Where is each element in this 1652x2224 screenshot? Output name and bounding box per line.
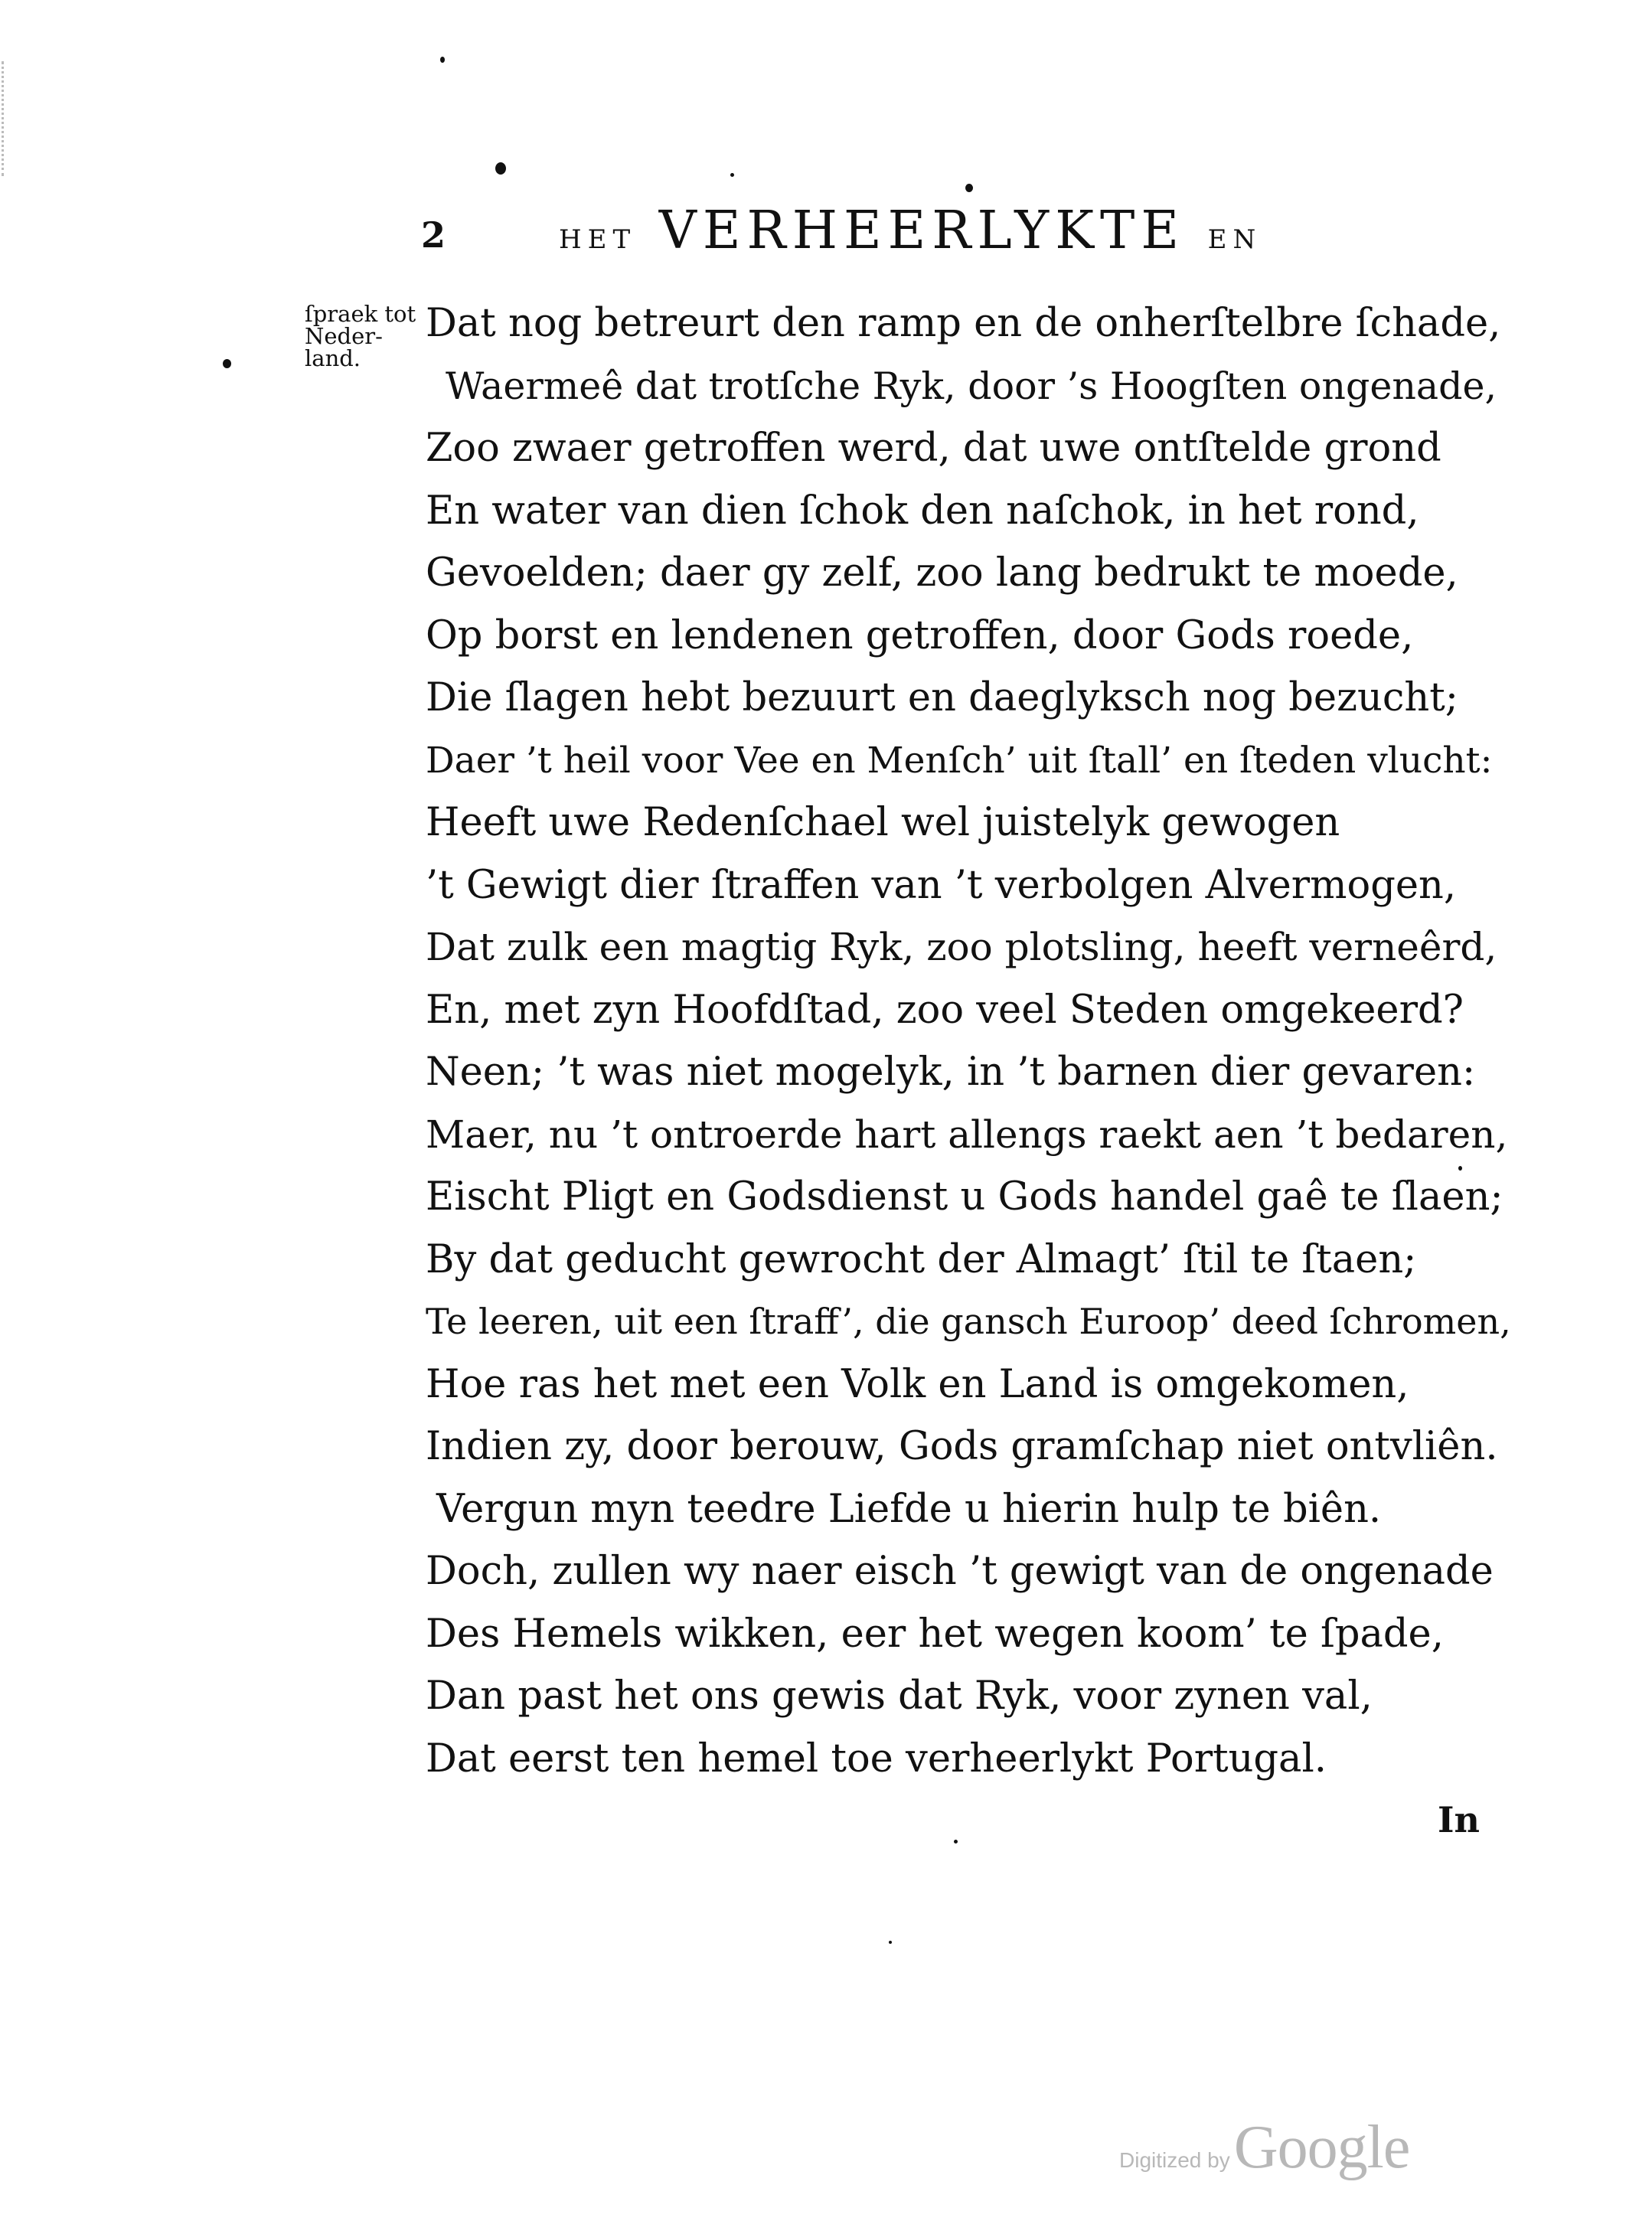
verse-line: Eischt Pligt en Godsdienst u Gods handel gaê te ſlaen; (426, 1174, 1503, 1220)
verse-line: Waermeê dat trotſche Ryk, door ’s Hoogſten ongenade, (446, 364, 1497, 408)
digitized-watermark (1119, 2113, 1409, 2183)
watermark-prefix: Digitized by (1119, 2148, 1230, 2172)
verse-block (426, 292, 1513, 1790)
google-logo: Google (1233, 2114, 1410, 2181)
verse-line: Daer ’t heil voor Vee en Menſch’ uit ſtall’ en ſteden vlucht: (426, 739, 1493, 782)
verse-line: Heeft uwe Redenſchael wel juistelyk gewogen (426, 800, 1340, 845)
margin-note-line: Neder- (305, 323, 383, 349)
verse-line: Indien zy, door berouw, Gods gramſchap niet ontvliên. (426, 1424, 1498, 1469)
page-edge-mark (2, 61, 7, 176)
running-title-main: VERHEERLYKTE (658, 201, 1185, 261)
verse-line: En water van dien ſchok den naſchok, in het rond, (426, 488, 1419, 534)
verse-line: Dat nog betreurt den ramp en de onherſtelbre ſchade, (426, 301, 1501, 346)
verse-line: Doch, zullen wy naer eisch ’t gewigt van de ongenade (426, 1549, 1494, 1594)
verse-line: Hoe ras het met een Volk en Land is omgekomen, (426, 1361, 1409, 1407)
ink-speck (889, 1941, 892, 1944)
verse-line: Dat eerst ten hemel toe verheerlykt Portugal. (426, 1736, 1327, 1781)
verse-line: Maer, nu ’t ontroerde hart allengs raekt aen ’t bedaren, (426, 1112, 1508, 1157)
ink-speck (730, 173, 734, 177)
running-title-prefix: HET (559, 224, 637, 255)
verse-line: Dat zulk een magtig Ryk, zoo plotsling, heeft verneêrd, (426, 925, 1497, 969)
catchword: In (1438, 1799, 1480, 1840)
ink-speck (440, 57, 445, 63)
page-number: 2 (421, 214, 446, 256)
verse-line: Te leeren, uit een ſtraff’, die gansch Euroop’ deed ſchromen, (426, 1301, 1511, 1342)
verse-line: Op borst en lendenen getroffen, door Gods roede, (426, 612, 1414, 658)
ink-speck (223, 359, 231, 368)
verse-line: Dan past het ons gewis dat Ryk, voor zynen val, (426, 1674, 1373, 1719)
running-title-suffix: EN (1207, 224, 1262, 255)
verse-line: Die ſlagen hebt bezuurt en daeglyksch nog bezucht; (426, 675, 1458, 720)
ink-speck (495, 162, 506, 175)
margin-note-line: ſpraek tot (305, 301, 416, 327)
margin-note-line: land. (305, 345, 361, 371)
verse-line: Neen; ’t was niet mogelyk, in ’t barnen dier gevaren: (426, 1050, 1476, 1095)
ink-speck (954, 1840, 958, 1844)
verse-line: By dat geducht gewrocht der Almagt’ ſtil te ſtaen; (426, 1236, 1417, 1282)
verse-line: Vergun myn teedre Liefde u hierin hulp te biên. (436, 1486, 1382, 1532)
ink-speck (965, 184, 973, 192)
verse-line: ’t Gewigt dier ſtraffen van ’t verbolgen Alvermogen, (426, 862, 1457, 908)
running-title (559, 201, 1262, 261)
verse-line: En, met zyn Hoofdſtad, zoo veel Steden omgekeerd? (426, 987, 1464, 1033)
verse-line: Zoo zwaer getroffen werd, dat uwe ontſtelde grond (426, 426, 1441, 471)
verse-line: Gevoelden; daer gy zelf, zoo lang bedrukt te moede, (426, 550, 1458, 596)
verse-line: Des Hemels wikken, eer het wegen koom’ te ſpade, (426, 1611, 1444, 1657)
margin-note (305, 303, 420, 370)
running-header (421, 201, 1340, 262)
